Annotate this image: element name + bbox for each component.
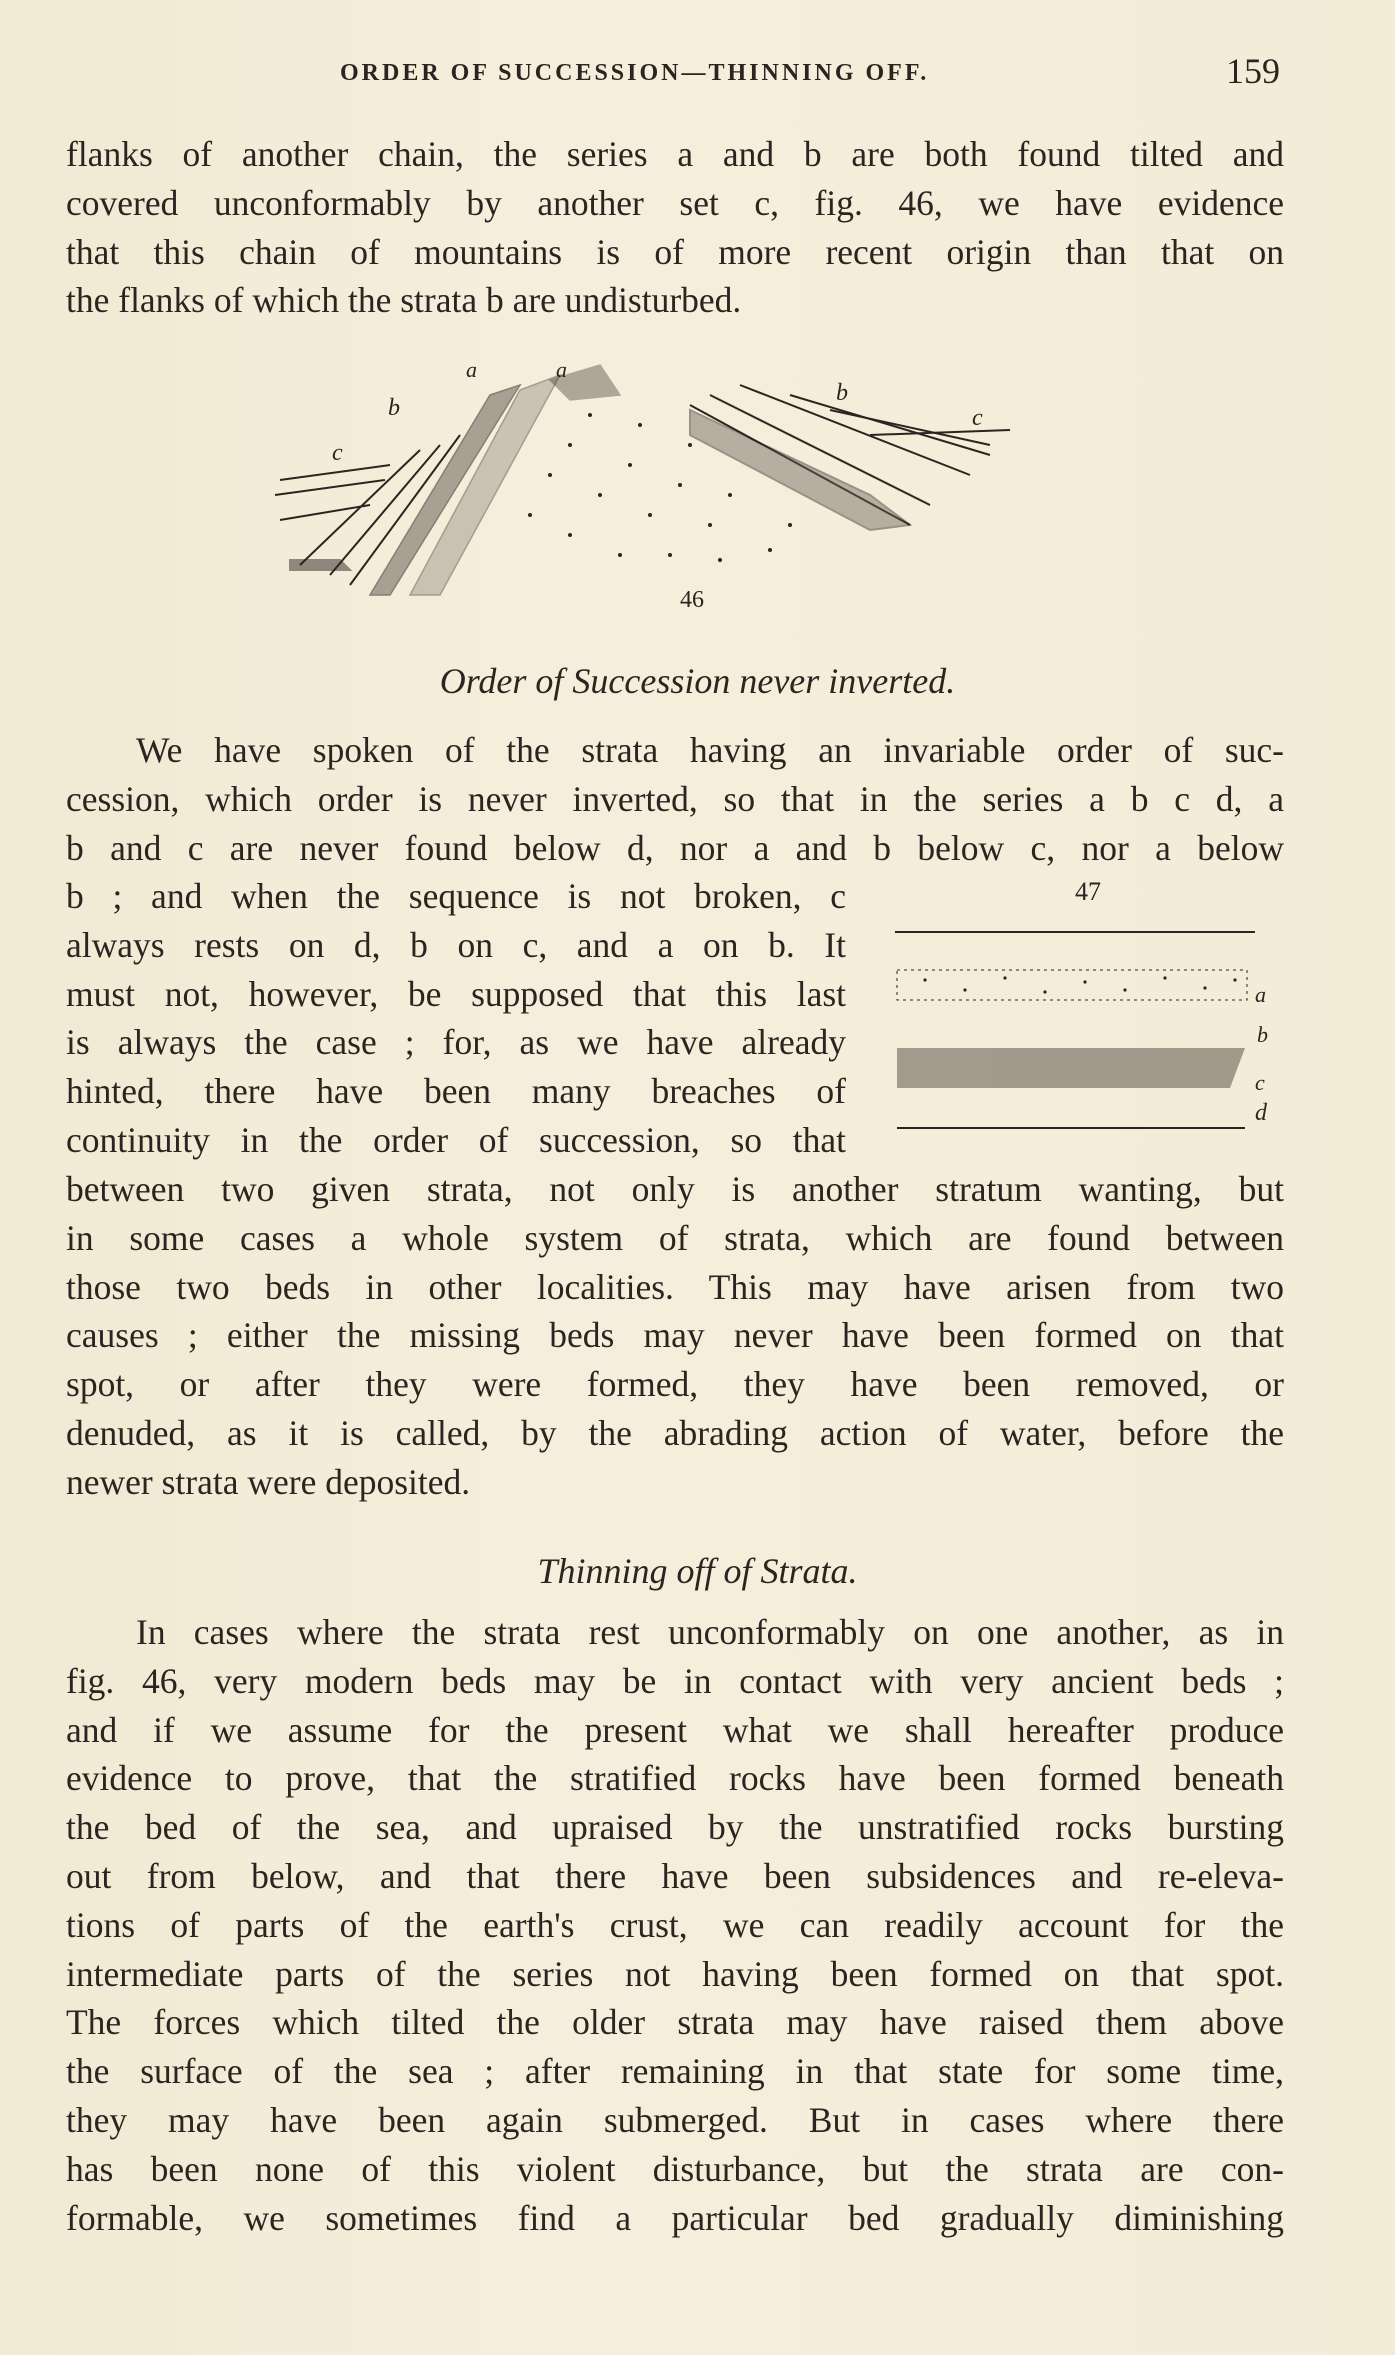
text-line: must not, however, be supposed that this last — [66, 973, 846, 1014]
text-line: covered unconformably by another set c, fig. 46, we have evidence — [66, 182, 1284, 223]
text-line: is always the case ; for, as we have already — [66, 1022, 846, 1063]
text-line: fig. 46, very modern beds may be in contact with very ancient beds ; — [66, 1660, 1284, 1701]
figure-46-label-c-right: c — [972, 405, 983, 431]
text-line: that this chain of mountains is of more recent origin than that on — [66, 231, 1284, 272]
text-line: they may have been again submerged. But in cases where there — [66, 2099, 1284, 2140]
figure-46-speckled-core — [528, 413, 792, 562]
text-line: the surface of the sea ; after remaining in that state for some time, — [66, 2051, 1284, 2092]
figure-46-label-b-left: b — [388, 395, 400, 421]
text-line: flanks of another chain, the series a and b are both found tilted and — [66, 134, 1284, 174]
text-line: The forces which tilted the older strata may have raised them above — [66, 2002, 1284, 2043]
text-line: spot, or after they were formed, they have been removed, or — [66, 1364, 1284, 1405]
paragraph-1 — [66, 130, 1284, 325]
figure-47-label-d: d — [1255, 1100, 1267, 1126]
text-line: between two given strata, not only is another stratum wanting, but — [66, 1169, 1284, 1209]
text-line: b and c are never found below d, nor a and b below c, nor a below — [66, 827, 1284, 868]
text-line: In cases where the strata rest unconformably on one another, as in — [136, 1612, 1284, 1652]
text-line: cession, which order is never inverted, so that in the series a b c d, a — [66, 778, 1284, 819]
figure-46-label-b-right: b — [836, 380, 848, 406]
text-line: in some cases a whole system of strata, which are found between — [66, 1217, 1284, 1258]
figure-46-label-a1: a — [466, 357, 477, 382]
text-line: out from below, and that there have been subsidences and re-eleva- — [66, 1855, 1284, 1896]
paragraph-2-tail — [66, 1165, 1284, 1507]
text-line: hinted, there have been many breaches of — [66, 1071, 846, 1112]
figure-47-label-c: c — [1255, 1070, 1265, 1095]
text-line: formable, we sometimes find a particular bed gradually diminishing — [66, 2197, 1284, 2238]
text-line: denuded, as it is called, by the abrading action of water, before the — [66, 1412, 1284, 1453]
figure-46-strata-right — [690, 385, 1010, 530]
figure-47-bed-a — [897, 970, 1247, 1000]
text-line: continuity in the order of succession, so that — [66, 1119, 846, 1160]
text-line: causes ; either the missing beds may never have been formed on that — [66, 1315, 1284, 1356]
page-header — [70, 50, 1280, 100]
text-line: always rests on d, b on c, and a on b. It — [66, 924, 846, 965]
figure-47-bed-c — [897, 1048, 1245, 1088]
paragraph-3 — [66, 1608, 1284, 2242]
figure-46-illustration — [270, 355, 1030, 625]
figure-46-label-c-left: c — [332, 440, 343, 466]
figure-47-bed-a-speckles — [923, 976, 1236, 993]
text-line: newer strata were deposited. — [66, 1461, 471, 1502]
paragraph-2-head — [66, 726, 1284, 872]
figure-47-label-b: b — [1257, 1022, 1268, 1047]
figure-46-label-a2: a — [556, 357, 567, 382]
figure-47-number: 47 — [1075, 877, 1101, 906]
figure-46-tilted-beds — [370, 365, 620, 595]
running-head: ORDER OF SUCCESSION—THINNING OFF. — [340, 60, 930, 86]
text-line: has been none of this violent disturbance, but the strata are con- — [66, 2148, 1284, 2189]
figure-46-number: 46 — [680, 587, 704, 613]
text-line: b ; and when the sequence is not broken, c — [66, 876, 846, 916]
section-heading-thinning-off: Thinning off of Strata. — [537, 1551, 858, 1591]
text-line: the flanks of which the strata b are undisturbed. — [66, 280, 742, 321]
text-line: evidence to prove, that the stratified rocks have been formed beneath — [66, 1758, 1284, 1799]
text-line: those two beds in other localities. This may have arisen from two — [66, 1266, 1284, 1307]
text-line: intermediate parts of the series not having been formed on that spot. — [66, 1953, 1284, 1994]
figure-47-illustration — [885, 870, 1285, 1150]
figure-47-label-a: a — [1255, 982, 1266, 1007]
text-line: We have spoken of the strata having an invariable order of suc- — [136, 730, 1284, 770]
text-line: tions of parts of the earth's crust, we can readily account for the — [66, 1904, 1284, 1945]
text-line: the bed of the sea, and upraised by the unstratified rocks bursting — [66, 1807, 1284, 1848]
paragraph-2-wrap — [66, 872, 846, 1165]
section-heading-order-of-succession: Order of Succession never inverted. — [439, 661, 956, 701]
page-number: 159 — [1226, 51, 1280, 91]
text-line: and if we assume for the present what we shall hereafter produce — [66, 1709, 1284, 1750]
